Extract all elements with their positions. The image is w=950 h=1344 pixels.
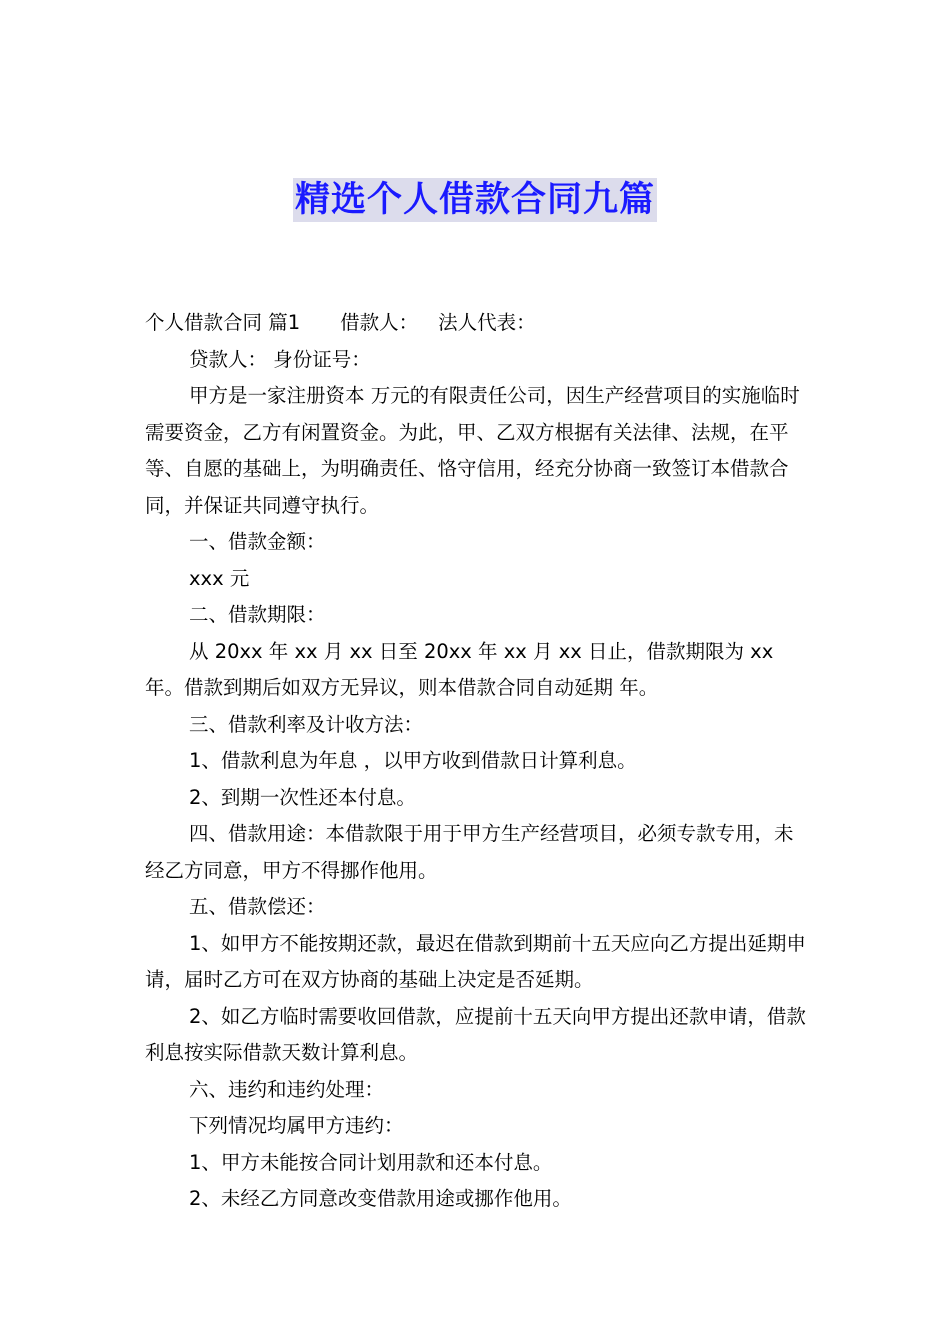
first-line <box>145 305 810 342</box>
section-heading: 六、违约和违约处理： <box>189 1077 385 1101</box>
paragraph: 2、到期一次性还本付息。 <box>189 785 416 809</box>
paragraph: 四、借款用途：本借款限于用于甲方生产经营项目，必须专款专用，未经乙方同意，甲方不得挪作他用。 <box>145 822 794 882</box>
paragraph: xxx 元 <box>189 566 250 590</box>
section-heading: 一、借款金额： <box>189 530 326 553</box>
paragraph: 甲方是一家注册资本 万元的有限责任公司，因生产经营项目的实施临时需要资金，乙方有闲置资金。为此，甲、乙双方根据有关法律、法规，在平等、自愿的基础上，为明确责任、恪守信用，经充分协商一致签订本借款合同，并保证共同遵守执行。 <box>145 384 800 517</box>
paragraph: 从 20xx 年 xx 月 xx 日至 20xx 年 xx 月 xx 日止，借款期限为 xx 年。借款到期后如双方无异议，则本借款合同自动延期 年。 <box>145 639 774 699</box>
legal-rep-label: 法人代表： <box>438 311 536 334</box>
paragraph: 下列情况均属甲方违约： <box>189 1114 404 1137</box>
paragraph: 1、如甲方不能按期还款，最迟在借款到期前十五天应向乙方提出延期申请，届时乙方可在双方协商的基础上决定是否延期。 <box>145 931 806 991</box>
section-heading: 五、借款偿还： <box>189 895 326 918</box>
paragraph: 贷款人： 身份证号： <box>189 347 371 371</box>
paragraph: 1、甲方未能按合同计划用款和还本付息。 <box>189 1150 553 1174</box>
paragraph: 2、如乙方临时需要收回借款，应提前十五天向甲方提出还款申请，借款利息按实际借款天数计算利息。 <box>145 1004 806 1064</box>
contract-heading: 个人借款合同 篇1 <box>145 311 301 334</box>
section-heading: 三、借款利率及计收方法： <box>189 712 424 736</box>
section-heading: 二、借款期限： <box>189 603 326 626</box>
document-body <box>145 305 810 1218</box>
title-container <box>0 178 950 222</box>
paragraph: 1、借款利息为年息 ，以甲方收到借款日计算利息。 <box>189 749 637 772</box>
paragraph: 2、未经乙方同意改变借款用途或挪作他用。 <box>189 1187 572 1210</box>
document-title: 精选个人借款合同九篇 <box>294 180 655 220</box>
borrower-label: 借款人： <box>340 311 419 334</box>
